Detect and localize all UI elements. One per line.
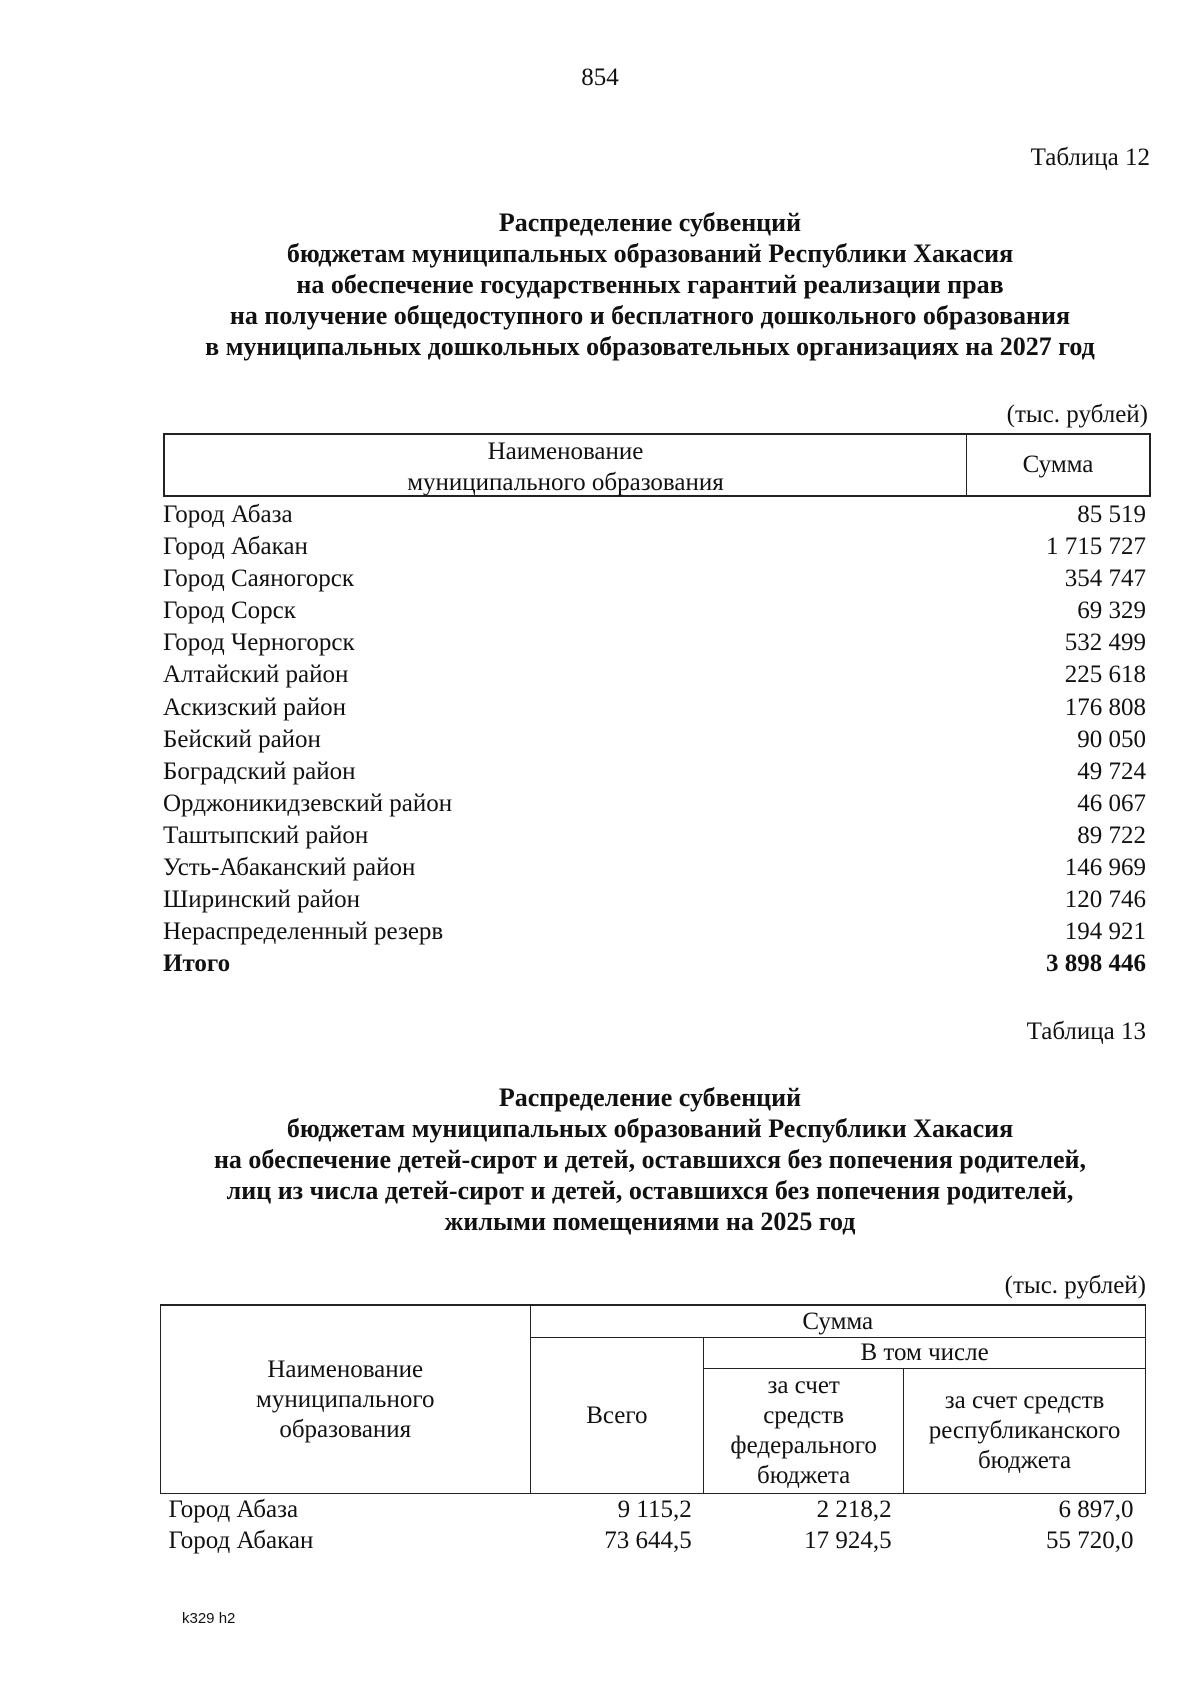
row-value: 532 499 bbox=[1064, 629, 1146, 657]
header-federal-line: федерального bbox=[730, 1432, 877, 1459]
table-12-title bbox=[140, 207, 1160, 362]
row-name: Город Черногорск bbox=[163, 629, 355, 657]
table-12-units: (тыс. рублей) bbox=[1006, 401, 1148, 428]
header-name-line: Наименование bbox=[487, 438, 644, 465]
row-name: Город Саяногорск bbox=[163, 565, 355, 593]
total-value: 3 898 446 bbox=[1046, 950, 1146, 978]
title-line: бюджетам муниципальных образований Республики Хакасия bbox=[286, 1114, 1014, 1143]
title-line: Распределение субвенций bbox=[498, 1083, 802, 1112]
row-value: 146 969 bbox=[1064, 854, 1146, 882]
table-total-row bbox=[163, 948, 1146, 980]
row-total: 9 115,2 bbox=[617, 1496, 692, 1523]
page-number: 854 bbox=[581, 64, 619, 91]
header-name-line: образования bbox=[279, 1415, 412, 1443]
title-line: Распределение субвенций bbox=[498, 208, 802, 237]
row-value: 176 808 bbox=[1064, 693, 1146, 721]
table-row bbox=[163, 788, 1146, 820]
row-name: Город Сорск bbox=[163, 597, 296, 625]
table-row bbox=[163, 820, 1146, 852]
title-line: на обеспечение детей-сирот и детей, оставшихся без попечения родителей, bbox=[213, 1145, 1087, 1174]
table-row bbox=[163, 724, 1146, 756]
row-value: 90 050 bbox=[1077, 725, 1146, 753]
title-line: на получение общедоступного и бесплатного дошкольного образования bbox=[229, 301, 1071, 330]
row-value: 69 329 bbox=[1077, 597, 1146, 625]
total-name: Итого bbox=[163, 950, 231, 978]
title-line: на обеспечение государственных гарантий реализации прав bbox=[296, 270, 1004, 299]
row-value: 354 747 bbox=[1064, 565, 1146, 593]
row-name: Усть-Абаканский район bbox=[163, 854, 416, 882]
row-value: 120 746 bbox=[1064, 886, 1146, 914]
header-name-cell bbox=[165, 435, 967, 495]
header-federal-line: средств bbox=[763, 1402, 845, 1429]
row-name: Бейский район bbox=[163, 725, 321, 753]
row-name: Аскизский район bbox=[163, 693, 347, 721]
table-row bbox=[163, 756, 1146, 788]
row-name: Алтайский район bbox=[163, 661, 349, 689]
header-republic-line: за счет средств bbox=[944, 1387, 1105, 1414]
row-name: Орджоникидзевский район bbox=[163, 789, 453, 817]
header-name-cell bbox=[161, 1305, 531, 1494]
row-value: 225 618 bbox=[1064, 661, 1146, 689]
row-value: 46 067 bbox=[1077, 789, 1146, 817]
title-line: лиц из числа детей-сирот и детей, оставшихся без попечения родителей, bbox=[226, 1176, 1074, 1205]
header-republic-line: бюджета bbox=[977, 1447, 1072, 1474]
row-republic: 6 897,0 bbox=[1058, 1496, 1134, 1523]
header-republic-cell bbox=[904, 1369, 1146, 1494]
header-republic-line: республиканского bbox=[928, 1417, 1121, 1444]
row-name: Город Абакан bbox=[168, 1527, 314, 1554]
table-row bbox=[163, 659, 1146, 691]
table-12-body bbox=[163, 499, 1146, 980]
table-row bbox=[163, 916, 1146, 948]
table-row bbox=[163, 884, 1146, 916]
table-row bbox=[163, 499, 1146, 531]
header-sum-cell: Сумма bbox=[1022, 451, 1094, 478]
row-republic: 55 720,0 bbox=[1046, 1527, 1134, 1554]
footer-code: k329 h2 bbox=[182, 1610, 236, 1627]
row-name: Город Абакан bbox=[163, 533, 308, 561]
header-total-cell: Всего bbox=[530, 1338, 704, 1494]
header-name-line: Наименование bbox=[267, 1355, 424, 1383]
table-row bbox=[163, 531, 1146, 563]
table-13 bbox=[160, 1304, 1146, 1556]
table-row bbox=[163, 852, 1146, 884]
row-total: 73 644,5 bbox=[604, 1527, 692, 1554]
table-row bbox=[161, 1494, 1146, 1526]
row-value: 1 715 727 bbox=[1046, 533, 1146, 561]
header-federal-cell bbox=[704, 1369, 904, 1494]
table-row bbox=[163, 627, 1146, 659]
header-sum-cell: Сумма bbox=[530, 1305, 1146, 1338]
table-13-label: Таблица 13 bbox=[1026, 1018, 1146, 1045]
row-name: Таштыпский район bbox=[163, 821, 369, 849]
header-name-line: муниципального образования bbox=[407, 469, 724, 496]
table-row bbox=[163, 595, 1146, 627]
header-federal-line: бюджета bbox=[757, 1462, 851, 1489]
table-12-header bbox=[163, 433, 1151, 497]
title-line: жилыми помещениями на 2025 год bbox=[444, 1207, 856, 1236]
row-value: 89 722 bbox=[1077, 821, 1146, 849]
title-line: в муниципальных дошкольных образовательных организациях на 2027 год bbox=[205, 332, 1095, 361]
row-name: Город Абаза bbox=[168, 1496, 299, 1523]
header-name-line: муниципального bbox=[256, 1385, 435, 1413]
row-name: Город Абаза bbox=[163, 501, 293, 528]
table-row bbox=[161, 1525, 1146, 1556]
header-including-cell: В том числе bbox=[704, 1338, 1146, 1369]
table-13-title bbox=[140, 1082, 1160, 1237]
table-12-label: Таблица 12 bbox=[1030, 144, 1150, 171]
row-federal: 2 218,2 bbox=[816, 1496, 892, 1523]
row-name: Нераспределенный резерв bbox=[163, 918, 444, 946]
row-value: 194 921 bbox=[1064, 918, 1146, 946]
row-name: Ширинский район bbox=[163, 886, 360, 914]
title-line: бюджетам муниципальных образований Республики Хакасия bbox=[286, 239, 1014, 268]
table-13-units: (тыс. рублей) bbox=[1004, 1272, 1146, 1299]
row-federal: 17 924,5 bbox=[804, 1527, 892, 1554]
row-name: Боградский район bbox=[163, 757, 356, 785]
table-row bbox=[163, 563, 1146, 595]
table-row bbox=[163, 692, 1146, 724]
row-value: 49 724 bbox=[1077, 757, 1146, 785]
row-value: 85 519 bbox=[1077, 501, 1146, 528]
header-federal-line: за счет bbox=[767, 1372, 840, 1399]
